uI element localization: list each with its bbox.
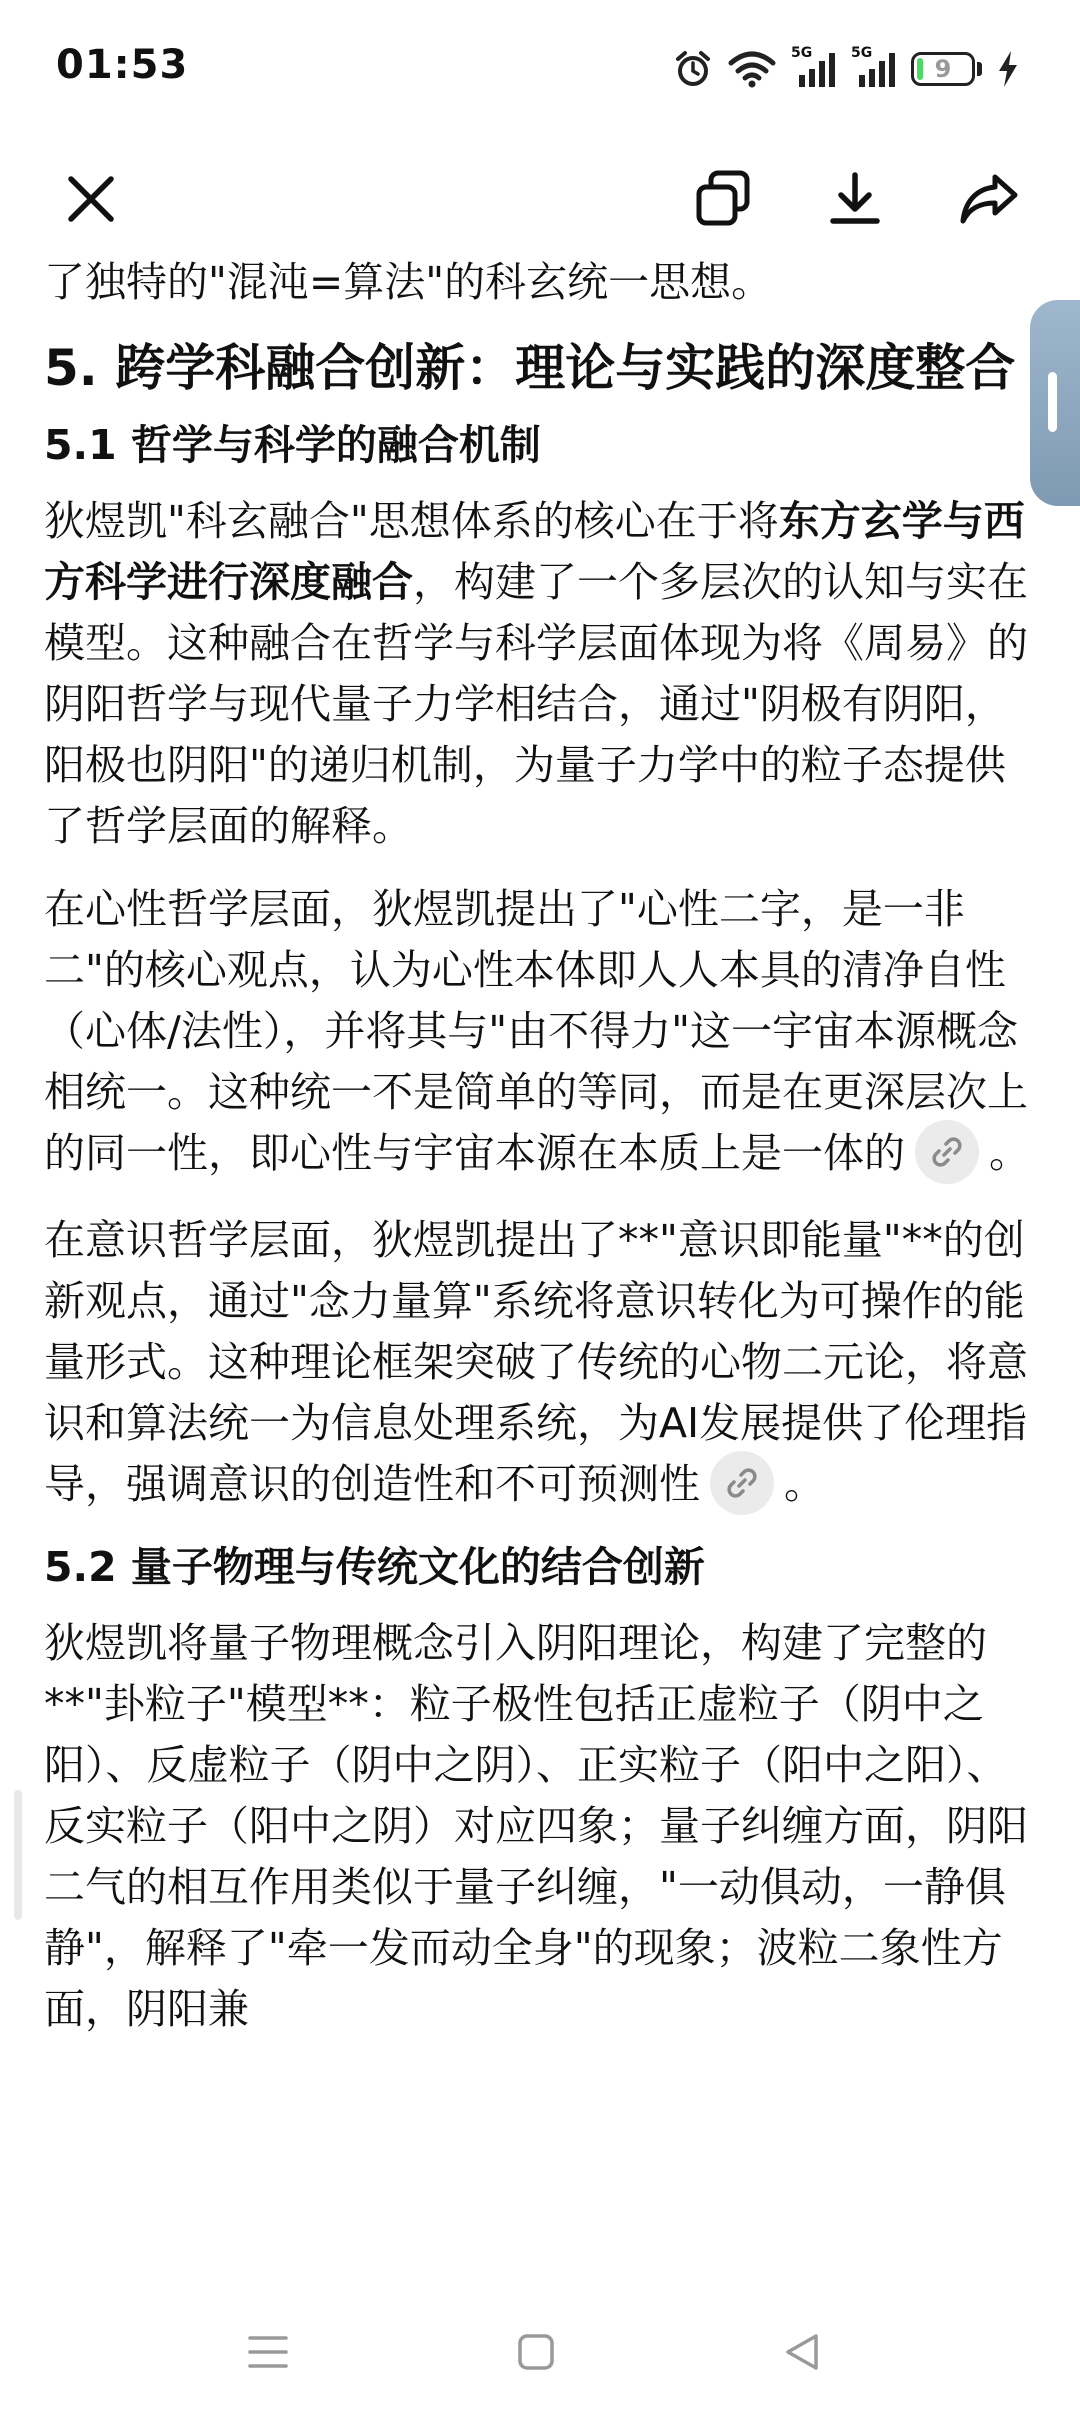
paragraph-4: 狄煜凯将量子物理概念引入阴阳理论，构建了完整的**"卦粒子"模型**：粒子极性包括正虚粒子（阴中之阳）、反虚粒子（阴中之阴）、正实粒子（阳中之阳）、反实粒子（阳中之阴）对应四象；量子纠缠方面，阴阳二气的相互作用类似于量子纠缠，"一动俱动，一静俱静"，解释了"牵一发而动全身"的现象；波粒二象性方面，阴阳兼 <box>44 1619 1028 2033</box>
paragraph-text: 在意识哲学层面，狄煜凯提出了**"意识即能量"**的创新观点，通过"念力量算"系统将意识转化为可操作的能量形式。这种理论框架突破了传统的心物二元论，将意识和算法统一为信息处理系统，为AI发展提供了伦理指导，强调意识的创造性和不可预测性 <box>44 1216 1028 1508</box>
toolbar <box>0 140 1080 260</box>
link-icon <box>930 1135 964 1169</box>
paragraph-text: 狄煜凯"科玄融合"思想体系的核心在于将 <box>44 497 779 545</box>
paragraph-3 <box>44 1210 1034 1519</box>
wifi-icon <box>727 49 777 89</box>
battery-icon <box>911 52 982 86</box>
paragraph-1 <box>44 491 1034 857</box>
paragraph-text: 。 <box>784 1460 825 1508</box>
menu-icon <box>246 2332 290 2372</box>
article-content <box>44 252 1034 2282</box>
copy-button[interactable] <box>678 154 768 244</box>
back-button[interactable] <box>762 2312 842 2392</box>
source-link-button[interactable] <box>915 1120 979 1184</box>
home-icon <box>516 2332 556 2372</box>
paragraph-2 <box>44 879 1034 1188</box>
section-heading-5: 5. 跨学科融合创新：理论与实践的深度整合 <box>44 339 1016 397</box>
charging-icon <box>996 49 1020 89</box>
share-icon <box>957 169 1021 229</box>
bold-text: 东方玄学与西方科学进行深度融合 <box>44 497 1025 606</box>
signal-icon <box>851 47 897 91</box>
copy-icon <box>693 169 753 229</box>
floating-side-handle[interactable] <box>1030 300 1080 506</box>
signal-label: 5G <box>791 45 813 61</box>
handle-grip <box>1048 372 1057 432</box>
navigation-bar <box>0 2290 1080 2412</box>
share-button[interactable] <box>944 154 1034 244</box>
status-icons <box>673 44 1020 94</box>
paragraph-text: 在心性哲学层面，狄煜凯提出了"心性二字，是一非二"的核心观点，认为心性本体即人人本具的清净自性（心体/法性），并将其与"由不得力"这一宇宙本源概念相统一。这种统一不是简单的等同，而是在更深层次上的同一性，即心性与宇宙本源在本质上是一体的 <box>44 885 1028 1177</box>
download-button[interactable] <box>810 154 900 244</box>
battery-level: 9 <box>934 55 952 83</box>
back-icon <box>782 2332 822 2372</box>
link-icon <box>725 1466 759 1500</box>
paragraph-text: 。 <box>989 1129 1030 1177</box>
signal-icon <box>791 47 837 91</box>
paragraph-text: ，构建了一个多层次的认知与实在模型。这种融合在哲学与科学层面体现为将《周易》的阴阳哲学与现代量子力学相结合，通过"阴极有阴阳，阳极也阴阳"的递归机制，为量子力学中的粒子态提供了哲学层面的解释。 <box>44 558 1028 850</box>
bottom-fade <box>0 2250 1080 2290</box>
download-icon <box>825 169 885 229</box>
status-bar <box>0 0 1080 140</box>
close-button[interactable] <box>46 154 136 244</box>
section-heading-5-1: 5.1 哲学与科学的融合机制 <box>44 421 541 469</box>
signal-label: 5G <box>851 45 873 61</box>
section-heading-5-2: 5.2 量子物理与传统文化的结合创新 <box>44 1543 705 1591</box>
home-button[interactable] <box>496 2312 576 2392</box>
close-icon <box>63 171 119 227</box>
source-link-button[interactable] <box>710 1451 774 1515</box>
alarm-icon <box>673 49 713 89</box>
menu-button[interactable] <box>228 2312 308 2392</box>
intro-line: 了独特的"混沌=算法"的科玄统一思想。 <box>44 258 773 306</box>
battery-body <box>911 52 975 86</box>
left-edge-indicator <box>14 1790 22 1920</box>
status-time: 01:53 <box>56 42 189 88</box>
